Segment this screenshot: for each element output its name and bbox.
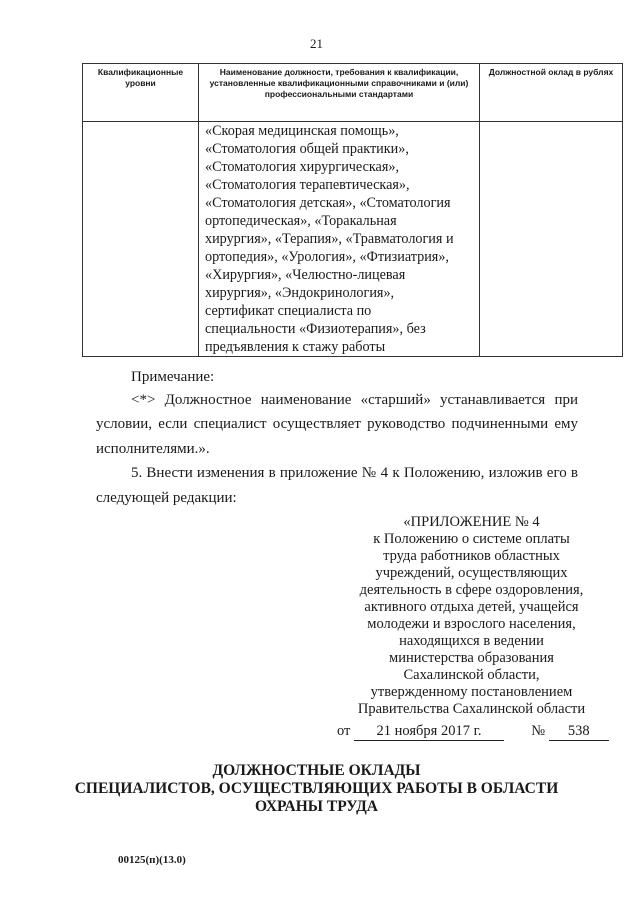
item5-line-1: 5. Внести изменения в приложение № 4 к Положению, изложив его в bbox=[131, 465, 578, 481]
requirements-line: «Стоматология терапевтическая», bbox=[205, 177, 410, 193]
appendix-line: деятельность в сфере оздоровления, bbox=[359, 582, 584, 598]
appendix-line: утвержденному постановлением bbox=[370, 684, 573, 700]
note-line-3: исполнителями.». bbox=[96, 441, 210, 457]
header-qualification-levels: Квалификационные уровни bbox=[83, 64, 199, 122]
heading-line-1: ДОЛЖНОСТНЫЕ ОКЛАДЫ bbox=[212, 762, 421, 779]
appendix-line: учреждений, осуществляющих bbox=[375, 565, 568, 581]
approval-line bbox=[337, 723, 609, 741]
appendix-line: министерства образования bbox=[389, 650, 554, 666]
note-line-1: <*> Должностное наименование «старший» устанавливается при bbox=[131, 392, 578, 408]
requirements-text bbox=[199, 122, 479, 356]
approval-date: 21 ноября 2017 г. bbox=[354, 723, 504, 741]
footer-code: 00125(п)(13.0) bbox=[118, 854, 186, 866]
appendix-line: к Положению о системе оплаты bbox=[373, 531, 570, 547]
item5-line-2: следующей редакции: bbox=[96, 490, 237, 506]
appendix-line: активного отдыха детей, учащейся bbox=[364, 599, 579, 615]
header-salary: Должностной оклад в рублях bbox=[480, 64, 623, 122]
heading-line-3: ОХРАНЫ ТРУДА bbox=[255, 798, 378, 815]
requirements-line: «Хирургия», «Челюстно-лицевая bbox=[205, 267, 406, 283]
appendix-line: молодежи и взрослого населения, bbox=[367, 616, 576, 632]
qualification-table bbox=[82, 63, 623, 357]
page-number: 21 bbox=[310, 36, 323, 51]
approval-number: 538 bbox=[549, 723, 609, 741]
table-row bbox=[83, 122, 623, 357]
appendix-line: находящихся в ведении bbox=[399, 633, 544, 649]
appendix-line: Правительства Сахалинской области bbox=[357, 701, 586, 717]
appendix-line: труда работников областных bbox=[383, 548, 560, 564]
note-line-2: условии, если специалист осуществляет руководство подчиненными ему bbox=[96, 416, 578, 432]
requirements-line: «Стоматология общей практики», bbox=[205, 141, 409, 157]
header-position-requirements: Наименование должности, требования к квалификации, установленные квалификационными справочниками и (или) профессиональными стандартами bbox=[199, 64, 480, 122]
requirements-line: специальности «Физиотерапия», без bbox=[205, 321, 426, 337]
appendix-line: «ПРИЛОЖЕНИЕ № 4 bbox=[403, 514, 540, 530]
requirements-line: ортопедическая», «Торакальная bbox=[205, 213, 397, 229]
requirements-line: ортопедия», «Урология», «Фтизиатрия», bbox=[205, 249, 449, 265]
requirements-line: «Стоматология хирургическая», bbox=[205, 159, 400, 175]
appendix-line: Сахалинской области, bbox=[403, 667, 540, 683]
cell-salary bbox=[480, 122, 623, 357]
table-header-row bbox=[83, 64, 623, 122]
appendix-header bbox=[330, 514, 613, 718]
requirements-line: «Скорая медицинская помощь», bbox=[205, 123, 399, 139]
requirements-line: «Стоматология детская», «Стоматология bbox=[205, 195, 451, 211]
heading-line-2: СПЕЦИАЛИСТОВ, ОСУЩЕСТВЛЯЮЩИХ РАБОТЫ В ОБЛАСТИ bbox=[74, 780, 559, 797]
cell-position-requirements bbox=[199, 122, 480, 357]
note-title: Примечание: bbox=[131, 369, 215, 385]
requirements-line: сертификат специалиста по bbox=[205, 303, 372, 319]
requirements-line: предъявления к стажу работы bbox=[205, 339, 386, 355]
number-label: № bbox=[531, 723, 546, 739]
requirements-line: хирургия», «Эндокринология», bbox=[205, 285, 395, 301]
cell-level bbox=[83, 122, 199, 357]
from-label: от bbox=[337, 723, 351, 739]
requirements-line: хирургия», «Терапия», «Травматология и bbox=[205, 231, 454, 247]
